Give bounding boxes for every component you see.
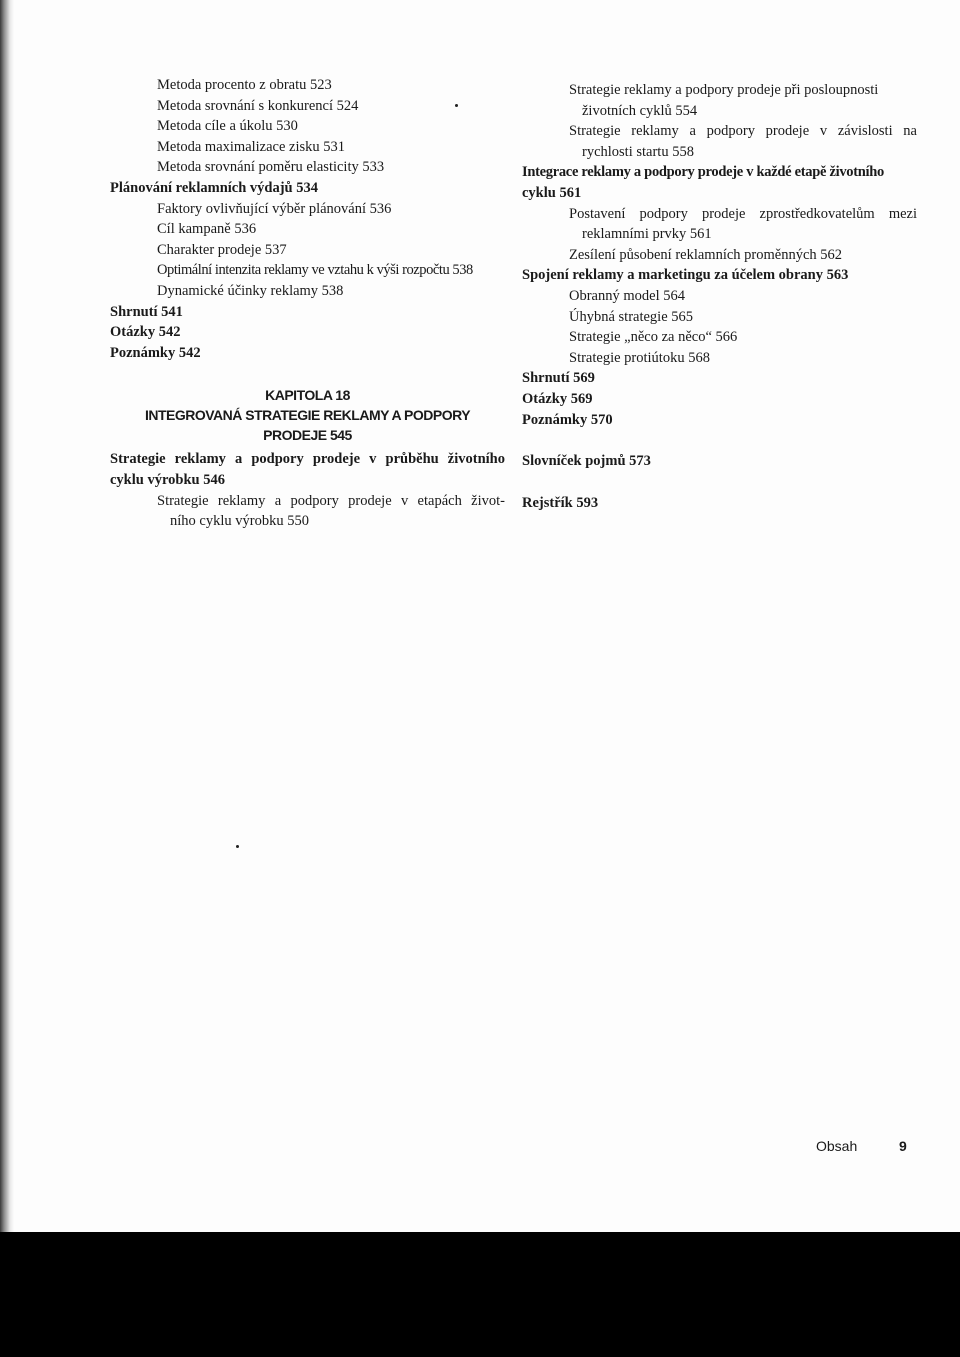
footer-section-label: Obsah <box>816 1138 858 1154</box>
scan-shadow <box>0 0 14 1232</box>
toc-line: cyklu výrobku 546 <box>110 471 225 488</box>
toc-entry: Metoda cíle a úkolu 530 <box>157 118 298 135</box>
toc-line: Integrace reklamy a podpory prodeje v každé etapě životního <box>522 164 884 181</box>
toc-section: Spojení reklamy a marketingu za účelem obrany 563 <box>522 267 849 284</box>
chapter-title-line: PRODEJE 545 <box>263 427 352 444</box>
toc-entry: Obranný model 564 <box>569 287 685 304</box>
toc-section: Otázky 569 <box>522 390 593 407</box>
toc-entry <box>522 204 917 245</box>
page-number: 9 <box>899 1138 907 1154</box>
toc-entry: Charakter prodeje 537 <box>157 241 287 258</box>
toc-line: životních cyklů 554 <box>582 102 698 119</box>
toc-right-column <box>522 80 917 513</box>
toc-entry: Faktory ovlivňující výběr plánování 536 <box>157 200 392 217</box>
toc-entry: Úhybná strategie 565 <box>569 308 694 325</box>
toc-line: Strategie reklamy a podpory prodeje v etapách život- <box>157 492 505 509</box>
chapter-label: KAPITOLA 18 <box>265 387 350 404</box>
toc-line: Postavení podpory prodeje zprostředkovatelům mezi <box>569 205 917 222</box>
toc-left-column <box>110 75 505 532</box>
toc-section: Rejstřík 593 <box>522 494 599 511</box>
toc-section <box>522 162 917 203</box>
scan-speck <box>236 845 239 848</box>
toc-entry: Zesílení působení reklamních proměnných 562 <box>569 246 843 263</box>
toc-section: Poznámky 570 <box>522 411 613 428</box>
toc-line: cyklu 561 <box>522 184 582 201</box>
toc-line: reklamními prvky 561 <box>582 226 712 243</box>
chapter-heading <box>110 385 505 445</box>
toc-line: Strategie reklamy a podpory prodeje v závislosti na <box>569 123 917 140</box>
toc-entry: Metoda procento z obratu 523 <box>157 77 332 93</box>
toc-entry: Dynamické účinky reklamy 538 <box>157 282 344 299</box>
toc-line: Strategie reklamy a podpory prodeje při posloupnosti <box>569 82 879 98</box>
spacer <box>522 430 917 451</box>
toc-section: Shrnutí 569 <box>522 370 595 387</box>
toc-entry: Metoda srovnání s konkurencí 524 <box>157 97 359 114</box>
toc-entry: Cíl kampaně 536 <box>157 221 257 238</box>
toc-entry: Metoda srovnání poměru elasticity 533 <box>157 159 385 176</box>
toc-section <box>110 449 505 490</box>
toc-entry <box>522 121 917 162</box>
toc-entry: Strategie „něco za něco“ 566 <box>569 329 738 346</box>
toc-section: Poznámky 542 <box>110 344 201 361</box>
toc-section: Plánování reklamních výdajů 534 <box>110 179 318 196</box>
scan-border <box>0 1232 960 1357</box>
toc-line: Strategie reklamy a podpory prodeje v průběhu životního <box>110 451 505 468</box>
toc-line: ního cyklu výrobku 550 <box>170 513 309 530</box>
toc-section: Otázky 542 <box>110 324 181 341</box>
spacer <box>522 472 917 493</box>
toc-line: rychlosti startu 558 <box>582 143 694 160</box>
toc-entry: Strategie protiútoku 568 <box>569 349 710 366</box>
toc-entry: Metoda maximalizace zisku 531 <box>157 138 346 155</box>
toc-section: Slovníček pojmů 573 <box>522 453 651 470</box>
toc-entry <box>110 491 505 532</box>
toc-entry: Optimální intenzita reklamy ve vztahu k výši rozpočtu 538 <box>157 262 473 279</box>
toc-section: Shrnutí 541 <box>110 303 183 320</box>
scan-speck <box>455 104 458 107</box>
toc-entry <box>522 80 917 121</box>
chapter-title-line: INTEGROVANÁ STRATEGIE REKLAMY A PODPORY <box>144 407 471 424</box>
